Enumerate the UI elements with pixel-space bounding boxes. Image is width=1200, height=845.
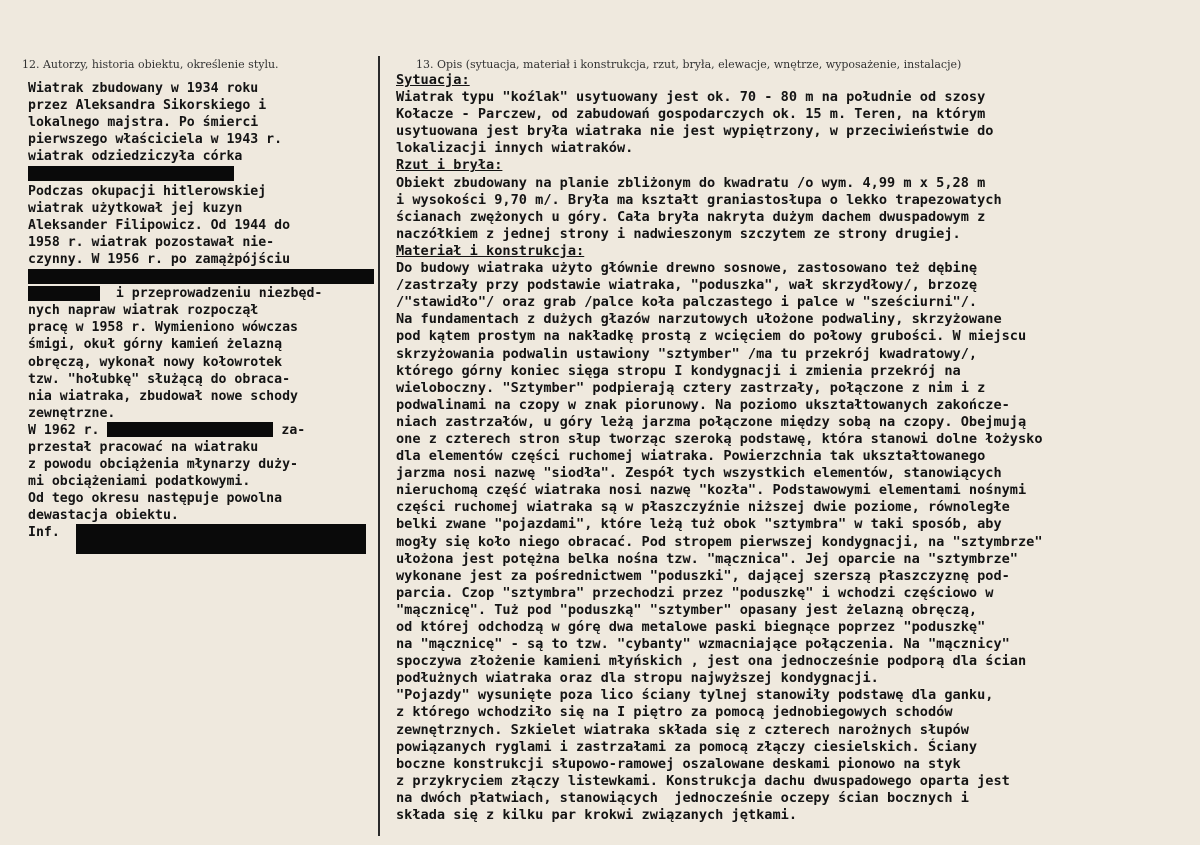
description-line: usytuowana jest bryła wiatraka nie jest wypiętrzony, w przeciwieństwie do <box>396 123 994 140</box>
description-line: podwalinami na czopy w znak piorunowy. Na poziomo ukształtowanych zakończe- <box>396 396 1010 413</box>
description-line: "Pojazdy" wysunięte poza lico ściany tylnej stanowiły podstawę dla ganku, <box>396 687 994 704</box>
history-line: z powodu obciążenia młynarzy duży- <box>28 457 298 473</box>
history-line: pracę w 1958 r. Wymieniono wówczas <box>28 320 298 336</box>
history-column <box>28 80 378 542</box>
redacted-line <box>28 165 378 182</box>
redaction-bar <box>28 286 100 301</box>
history-line-with-redaction <box>28 285 378 302</box>
history-line: Aleksander Filipowicz. Od 1944 do <box>28 217 291 233</box>
description-line: od której odchodzą w górę dwa metalowe paski biegnące poprzez "poduszkę" <box>396 619 986 635</box>
column-divider <box>378 56 380 836</box>
description-line: wykonane jest za pośrednictwem "poduszki", dającej szerszą płaszczyznę pod- <box>396 567 1010 584</box>
history-line: przestał pracować na wiatraku <box>28 439 259 455</box>
description-line: naczółkiem z jednej strony i nadwieszonym szczytem ze strony drugiej. <box>396 225 961 242</box>
history-line: dewastacja obiektu. <box>28 508 179 524</box>
description-line: lokalizacji innych wiatraków. <box>396 140 634 157</box>
history-line: pierwszego właściciela w 1943 r. <box>28 132 283 148</box>
description-line: na dwóch płatwiach, stanowiących jednocześnie oczepy ścian bocznych i <box>396 789 969 806</box>
history-line: śmigi, okuł górny kamień żelazną <box>28 337 283 353</box>
history-line: przez Aleksandra Sikorskiego i <box>28 98 267 114</box>
description-line: powiązanych ryglami i zastrzałami za pomocą złączy ciesielskich. Ściany <box>396 738 978 755</box>
history-line: mi obciążeniami podatkowymi. <box>28 474 251 490</box>
heading-rzut-i-bryla: Rzut i bryła: <box>396 157 503 174</box>
history-line-with-redaction <box>28 422 378 439</box>
heading-sytuacja: Sytuacja: <box>396 72 470 88</box>
redaction-bar <box>76 524 366 554</box>
description-line: części ruchomej wiatraka są w płaszczyźnie niższej dwie poziome, równoległe <box>396 499 1010 516</box>
description-line: którego górny koniec sięga stropu I kondygnacji i zmienia przekrój na <box>396 362 961 379</box>
description-line: zewnętrznych. Szkielet wiatraka składa się z czterech narożnych słupów <box>396 721 969 738</box>
description-line: na "mącznicę" - są to tzw. "cybanty" wzmacniające połączenia. Na "mącznicy" <box>396 636 1010 653</box>
redaction-bar <box>107 422 273 437</box>
description-line: spoczywa złożenie kamieni młyńskich , jest ona jednocześnie podporą dla ścian <box>396 653 1027 670</box>
description-line: jarzma nosi nazwę "siodła". Zespół tych wszystkich elementów, stanowiących <box>396 465 1002 482</box>
description-line: belki zwane "pojazdami", które leżą tuż obok "sztymbra" w taki sposób, aby <box>396 516 1002 533</box>
history-line: wiatrak użytkował jej kuzyn <box>28 200 243 216</box>
history-line: Wiatrak zbudowany w 1934 roku <box>28 81 259 96</box>
history-line: czynny. W 1956 r. po zamążpójściu <box>28 251 291 267</box>
section-13-header: 13. Opis (sytuacja, materiał i konstrukcja, rzut, bryła, elewacje, wnętrze, wyposażenie, instalacje) <box>416 58 962 71</box>
description-line: one z czterech stron słup tworząc szeroką podstawę, która stanowi dolne łożysko <box>396 430 1043 447</box>
history-line: tzw. "hołubkę" służącą do obraca- <box>28 371 291 387</box>
description-line: z przykryciem złączy listewkami. Konstrukcja dachu dwuspadowego oparta jest <box>396 772 1010 789</box>
description-line: ścianach zwężonych u góry. Cała bryła nakryta dużym dachem dwuspadowym z <box>396 208 986 225</box>
history-line: wiatrak odziedziczyła córka <box>28 149 243 165</box>
history-line: lokalnego majstra. Po śmierci <box>28 115 259 131</box>
description-line: i wysokości 9,70 m/. Bryła ma kształt graniastosłupa o lekko trapezowatych <box>396 191 1002 208</box>
description-line: wieloboczny. "Sztymber" podpierają cztery zastrzały, połączone z nim i z <box>396 379 986 396</box>
history-line-text: Inf. <box>28 525 60 541</box>
description-line: niach zastrzałów, u góry leżą jarzma połączone między sobą na czopy. Obejmują <box>396 413 1027 430</box>
description-line: składa się z kilku par krokwi związanych jętkami. <box>396 807 798 824</box>
description-line: Na fundamentach z dużych głazów narzutowych ułożone podwaliny, skrzyżowane <box>396 311 1002 328</box>
description-line: Kołacze - Parczew, od zabudowań gospodarczych ok. 15 m. Teren, na którym <box>396 106 986 123</box>
description-line: skrzyżowania podwalin ustawiony "sztymber" /ma tu przekrój kwadratowy/, <box>396 345 978 362</box>
heading-material-i-konstrukcja: Materiał i konstrukcja: <box>396 242 585 259</box>
description-line: /"stawidło"/ oraz grab /palce koła palczastego i palce w "sześciurni"/. <box>396 294 978 311</box>
description-column <box>396 72 1196 824</box>
description-line: Wiatrak typu "koźlak" usytuowany jest ok. 70 - 80 m na południe od szosy <box>396 89 986 106</box>
history-line: Podczas okupacji hitlerowskiej <box>28 183 267 199</box>
history-line: zewnętrzne. <box>28 405 116 421</box>
redaction-bar <box>28 166 234 181</box>
description-line: z którego wchodziło się na I piętro za pomocą jednobiegowych schodów <box>396 704 953 721</box>
description-line: Do budowy wiatraka użyto głównie drewno sosnowe, zastosowano też dębinę <box>396 260 978 277</box>
description-line: Obiekt zbudowany na planie zbliżonym do kwadratu /o wym. 4,99 m x 5,28 m <box>396 174 986 191</box>
description-line: /zastrzały przy podstawie wiatraka, "poduszka", wał skrzydłowy/, brzozę <box>396 277 978 294</box>
description-line: ułożona jest potężna belka nośna tzw. "mącznica". Jej oparcie na "sztymbrze" <box>396 550 1018 567</box>
description-line: podłużnych wiatraka oraz dla stropu najwyższej kondygnacji. <box>396 670 879 687</box>
description-line: mogły się koło niego obracać. Pod stropem pierwszej kondygnacji, na "sztymbrze" <box>396 533 1043 550</box>
description-line: boczne konstrukcji słupowo-ramowej oszalowane deskami pionowo na styk <box>396 755 961 772</box>
redaction-bar <box>28 269 374 284</box>
history-line: 1958 r. wiatrak pozostawał nie- <box>28 234 275 250</box>
redacted-line <box>28 268 378 285</box>
description-line: nieruchomą część wiatraka nosi nazwę "kozła". Podstawowymi elementami nośnymi <box>396 482 1027 499</box>
history-line-with-redaction <box>28 524 378 541</box>
history-line-text: W 1962 r. <box>28 422 100 438</box>
history-line: nia wiatraka, zbudował nowe schody <box>28 388 298 404</box>
history-line-text: za- <box>281 422 306 438</box>
history-line: nych napraw wiatrak rozpoczął <box>28 303 259 319</box>
history-line-text: i przeprowadzeniu niezbęd- <box>115 286 323 302</box>
description-line: "mącznicę". Tuż pod "poduszką" "sztymber" opasany jest żelazną obręczą, <box>396 601 978 618</box>
description-line: dla elementów części ruchomej wiatraka. Powierzchnia tak ukształtowanego <box>396 448 986 465</box>
section-12-header: 12. Autorzy, historia obiektu, określenie stylu. <box>22 58 279 71</box>
history-line: Od tego okresu następuje powolna <box>28 491 283 507</box>
description-line: pod kątem prostym na nakładkę prostą z wcięciem do połowy grubości. W miejscu <box>396 328 1027 345</box>
history-line: obręczą, wykonał nowy kołowrotek <box>28 354 283 370</box>
description-line: parcia. Czop "sztymbra" przechodzi przez "poduszkę" i wchodzi częściowo w <box>396 584 994 601</box>
